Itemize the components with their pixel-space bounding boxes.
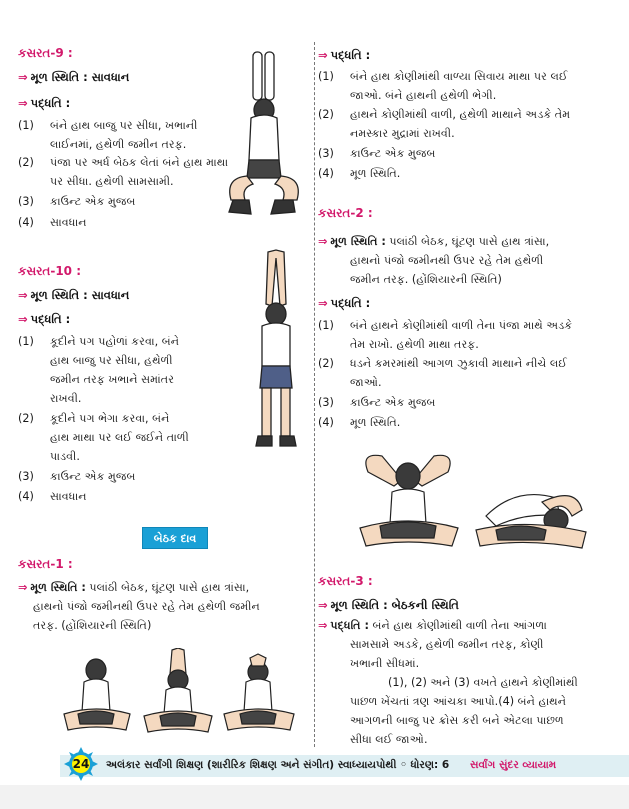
step-number: (1) — [318, 319, 334, 332]
footer-section-title: સર્વાંગ સુંદર વ્યાયામ — [470, 759, 557, 771]
method-line: સીધા લઈ જાઓ. — [350, 733, 428, 746]
exercise-2-base-position — [318, 232, 618, 289]
step-line: કાઉન્ટ એક મુજબ — [350, 147, 436, 160]
step-line: બંને હાથ કોણીમાંથી વાળ્યા સિવાય માથા પર લઈ — [350, 70, 568, 83]
squat-arms-up-figure — [223, 50, 305, 225]
method-label: પદ્ધતિ : — [330, 48, 371, 62]
column-divider — [314, 42, 315, 747]
step-number: (1) — [18, 119, 34, 132]
arrow-icon: ⇒ — [18, 288, 28, 302]
exercise-2-step-4 — [318, 413, 618, 432]
three-seated-children-figure — [60, 648, 300, 740]
page-footer — [0, 747, 629, 783]
arrow-icon: ⇒ — [318, 619, 328, 632]
base-position-line: હાથનો પંજો જમીનથી ઉપર રહે તેમ હથેળી જમીન — [33, 600, 260, 613]
exercise-9-step-2 — [18, 153, 248, 191]
exercise-3-base-position — [318, 598, 459, 613]
base-position-label: મૂળ સ્થિતિ : સાવધાન — [30, 70, 130, 84]
exercise-9-step-3 — [18, 192, 228, 211]
step-line: જાઓ. બંને હાથની હથેળી ભેગી. — [350, 89, 497, 102]
arrow-icon: ⇒ — [318, 235, 328, 248]
exercise-3-heading: કસરત-3 : — [318, 574, 373, 588]
bottom-band — [0, 785, 629, 809]
step-line: બંને હાથને કોણીમાંથી વાળી તેના પંજા માથે અડકે — [350, 319, 573, 332]
step-line: પંજા પર અર્ધ બેઠક લેતાં બંને હાથ માથા — [50, 156, 229, 169]
step-number: (2) — [318, 357, 334, 370]
step-number: (4) — [318, 167, 334, 180]
step-line: કાઉન્ટ એક મુજબ — [350, 396, 436, 409]
page-number-badge — [64, 747, 98, 781]
exercise-9-step-1 — [18, 116, 228, 154]
base-position-label: મૂળ સ્થિતિ : બેઠકની સ્થિતિ — [330, 598, 459, 612]
step-line: લાઈનમાં, હથેળી જમીન તરફ. — [50, 138, 187, 151]
standing-clap-figure — [246, 248, 306, 453]
step-number: (3) — [318, 147, 334, 160]
method-label: પદ્ધતિ : — [330, 296, 371, 310]
exercise-9-method — [18, 96, 70, 111]
top-step-4 — [318, 164, 618, 183]
step-line: કાઉન્ટ એક મુજબ — [50, 470, 136, 483]
footer-book-title: અલંકાર સર્વાંગી શિક્ષણ (શારીરિક શિક્ષણ અને સંગીત) સ્વાધ્યાયપોથી ◦ ધોરણ: 6 — [106, 759, 450, 771]
step-line: જમીન તરફ ખભાને સમાંતર — [50, 373, 174, 386]
step-line: કાઉન્ટ એક મુજબ — [50, 195, 136, 208]
exercise-10-step-4 — [18, 487, 233, 506]
exercise-2-step-1 — [318, 316, 618, 354]
arrow-icon: ⇒ — [18, 96, 28, 110]
method-line: પાછળ ખેંચતાં ત્રણ આંચકા આપો.(4) બંને હાથને — [350, 695, 567, 708]
step-line: હાથ બાજુ પર સીધા, હથેળી — [50, 354, 173, 367]
exercise-10-heading: કસરત-10 : — [18, 264, 82, 278]
step-number: (2) — [18, 156, 34, 169]
exercise-2-heading: કસરત-2 : — [318, 206, 373, 220]
step-number: (1) — [318, 70, 334, 83]
step-line: પાડવી. — [50, 450, 80, 463]
exercise-9-step-4 — [18, 213, 228, 232]
step-line: મૂળ સ્થિતિ. — [350, 167, 401, 180]
method-line: આગળની બાજુ પર ક્રોસ કરી બને એટલા પાછળ — [350, 714, 564, 727]
method-label: પદ્ધતિ : — [30, 312, 71, 326]
step-number: (4) — [18, 216, 34, 229]
exercise-10-step-2 — [18, 409, 233, 466]
seated-exercise-1-base-position — [18, 578, 308, 635]
step-line: હાથને કોણીમાંથી વાળી, હથેળી માથાને અડકે તેમ — [350, 108, 571, 121]
step-line: રાખવી. — [50, 392, 82, 405]
exercise-10-step-3 — [18, 467, 233, 486]
step-line: સાવધાન — [50, 490, 87, 503]
step-number: (4) — [318, 416, 334, 429]
base-position-line: તરફ. (હોંશિયારની સ્થિતિ) — [33, 619, 152, 632]
seated-exercises-badge: બેઠક દાવ — [142, 527, 208, 549]
method-label: પદ્ધતિ : — [30, 96, 71, 110]
exercise-10-step-1 — [18, 332, 233, 408]
base-position-line: જમીન તરફ. (હોંશિયારની સ્થિતિ) — [350, 273, 502, 286]
step-line: નમસ્કાર મુદ્રામાં રાખવી. — [350, 127, 455, 140]
step-line: કૂદીને પગ પહોળાં કરવા, બંને — [50, 335, 180, 348]
top-step-1 — [318, 67, 618, 105]
arrow-icon: ⇒ — [18, 581, 28, 594]
step-line: મૂળ સ્થિતિ. — [350, 416, 401, 429]
step-number: (2) — [18, 412, 34, 425]
exercise-2-step-3 — [318, 393, 618, 412]
arrow-icon: ⇒ — [318, 598, 328, 612]
base-position-line: પલાંઠી બેઠક, ઘૂંટણ પાસે હાથ ત્રાંસા, — [89, 581, 250, 594]
exercise-9-heading: કસરત-9 : — [18, 46, 73, 60]
base-position-label: મૂળ સ્થિતિ : — [30, 581, 86, 594]
seated-exercise-1-heading: કસરત-1 : — [18, 557, 73, 571]
step-number: (4) — [18, 490, 34, 503]
arrow-icon: ⇒ — [18, 312, 28, 326]
step-line: ધડને કમરમાંથી આગળ ઝુકાવી માથાને નીચે લઈ — [350, 357, 568, 370]
arrow-icon: ⇒ — [318, 48, 328, 62]
step-line: હાથ માથા પર લઈ જઈને તાળી — [50, 431, 189, 444]
base-position-line: હાથનો પંજો જમીનથી ઉપર રહે તેમ હથેળી — [350, 254, 544, 267]
step-line: બંને હાથ બાજુ પર સીધા, ખભાની — [50, 119, 198, 132]
method-continued — [318, 48, 370, 63]
method-line: સામસામે અડકે, હથેળી જમીન તરફ, કોણી — [350, 638, 544, 651]
method-line: ખભાની સીધમાં. — [350, 657, 420, 670]
step-number: (3) — [318, 396, 334, 409]
step-line: સાવધાન — [50, 216, 87, 229]
method-line: (1), (2) અને (3) વખતે હાથને કોણીમાંથી — [388, 676, 578, 689]
exercise-2-step-2 — [318, 354, 618, 392]
base-position-label: મૂળ સ્થિતિ : સાવધાન — [30, 288, 130, 302]
step-line: પર સીધા. હથેળી સામસામી. — [50, 175, 174, 188]
method-label: પદ્ધતિ : — [330, 619, 369, 632]
step-line: જાઓ. — [350, 376, 382, 389]
hands-on-head-bend-figure — [346, 446, 596, 564]
arrow-icon: ⇒ — [18, 70, 28, 84]
exercise-9-base-position — [18, 70, 129, 85]
method-line: બંને હાથ કોણીમાંથી વાળી તેના આંગળા — [372, 619, 547, 632]
exercise-2-method — [318, 296, 370, 311]
step-number: (3) — [18, 195, 34, 208]
base-position-label: મૂળ સ્થિતિ : — [330, 235, 386, 248]
exercise-3-method — [318, 616, 618, 749]
top-step-2 — [318, 105, 618, 143]
base-position-line: પલાંઠી બેઠક, ઘૂંટણ પાસે હાથ ત્રાંસા, — [389, 235, 550, 248]
step-number: (1) — [18, 335, 34, 348]
exercise-10-base-position — [18, 288, 129, 303]
step-number: (2) — [318, 108, 334, 121]
step-line: કૂદીને પગ ભેગા કરવા, બંને — [50, 412, 170, 425]
top-step-3 — [318, 144, 618, 163]
step-number: (3) — [18, 470, 34, 483]
exercise-10-method — [18, 312, 70, 327]
step-line: તેમ રાખો. હથેળી માથા તરફ. — [350, 338, 479, 351]
page-number: 24 — [72, 757, 90, 771]
arrow-icon: ⇒ — [318, 296, 328, 310]
